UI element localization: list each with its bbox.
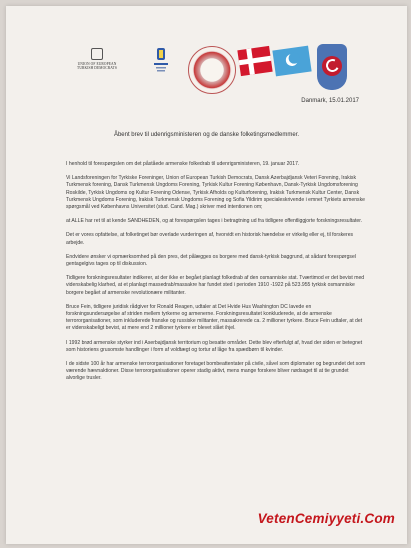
danish-flag-icon: [237, 46, 272, 76]
turkish-association-seal-icon: [188, 46, 236, 94]
east-turkestan-flag-icon: [272, 46, 311, 77]
paragraph-reference: I henhold til forespørgslen om det påståede armenske folkedrab til udenrigsministeren, 19. januar 2017.: [66, 161, 300, 167]
turkish-crest-shield-icon: [317, 44, 347, 90]
paragraph-pressure: Endvidere ønsker vi opmærksomhed på den pres, det pålægges os borgere med dansk-tyrkisk baggrund, at sådant forespørgsel gentagelgivs tages op til diskussion.: [66, 253, 356, 268]
association-emblem-icon: [152, 46, 170, 74]
logo-row: [6, 44, 407, 92]
paragraph-signatories: Vi Landsforeningen for Tyrkiske Foreninger, Union of European Turkish Democrats, Dansk Azerbajdjansk Veteri Forening, Irakisk Turkmensk forening, Dansk Turkmensk Ungdoms Forening, Tyrkisk Kultur Forening København, Dansk-Tyrkisk Ungdomsforening Roskilde, Tyrkisk Ungdoms og Kultur Forening Odense, Tyrkisk Afholds og Kulturforening, Irakisk Turkmensk Kultur Center, Dansk Turkmensk Ungdoms Forening, Irakisk Turkmensk Ungdoms Forening og Sofia Yildirim specialeskrivende i emnet Tyrkiets armenske spørgsmål ved Københavns Universitet (stud. Cand. Mag.) skriver med intentionen om;: [66, 175, 365, 211]
letter-date: Danmark, 15.01.2017: [301, 98, 359, 104]
paragraph-1992: I 1992 brød armenske styrker ind i Aserbajdjansk territorium og besatte områder. Dette blev efterfulgt af, hvad der siden er betegnet som historiens grusomste handlinger i form af voldtægt og tortur af låge fra spædbørn til kvinder.: [66, 339, 363, 353]
site-watermark: VetenCemiyyeti.Com: [257, 511, 395, 526]
paragraph-right-to-truth: at ALLE har ret til at kende SANDHEDEN, og at forespørgslen tages i betragtning ud fra tidligere offentliggjorte forskningsresultater.: [66, 218, 363, 225]
letter-subject: Åbent brev til udenrigsministeren og de danske folketingsmedlemmer.: [113, 132, 300, 138]
letter-body: [66, 161, 366, 390]
paragraph-parliament-view: Det er vores opfattelse, at folketinget bør overlade vurderingen af, hvorvidt en historisk hændelse er virkelig eller ej, til forskeres arbejde.: [66, 232, 354, 246]
paragraph-research-results: Tidligere forskningsresultater indikerer, at der ikke er begået planlagt folkedrab af den osmanniske stat. Tværtimod er det bevist med videnskabelig klarhed, at et planlagt massedrab/massakre har fundet sted i perioden 1910 -1922 på 523.955 tyrkisk osmanniske borgere begået af armenske revolutionære militanter.: [66, 275, 365, 296]
letter-page: [6, 6, 407, 544]
uetd-logo: [70, 48, 124, 70]
paragraph-bruce-fein: Bruce Fein, tidligere juridisk rådgiver for Ronald Reagen, udtaler at Det Hvide Hus Washington DC lavede en forskningsundersøgelse af striden mellem tyrkerne og armenerne. Forskningsresultatet konkluderede, at de armenske terrororganisationer, som inkluderede franske og russiske militanter, massakrerede ca. 2 millioner tyrkere. Bruce Fein udtaler, at det er videnskabeligt bevist, at mere end 2 millioner tyrkere er blevet slået ihjel.: [66, 303, 363, 332]
paragraph-terror-organisations: I de sidste 100 år har armenske terrororganisationer foretaget bombeattentater på civile, såvel som diplomater og begrundet det som værende hævnaktioner. Disse terrororganisationer operer stadig aktivt, mens mange forskere bliver nødsaget til at tie grundet alvorlige trusler.: [66, 361, 366, 382]
uetd-org-name: UNION OF EUROPEAN TURKISH DEMOCRATS: [77, 62, 117, 71]
uetd-emblem-icon: [91, 48, 103, 60]
